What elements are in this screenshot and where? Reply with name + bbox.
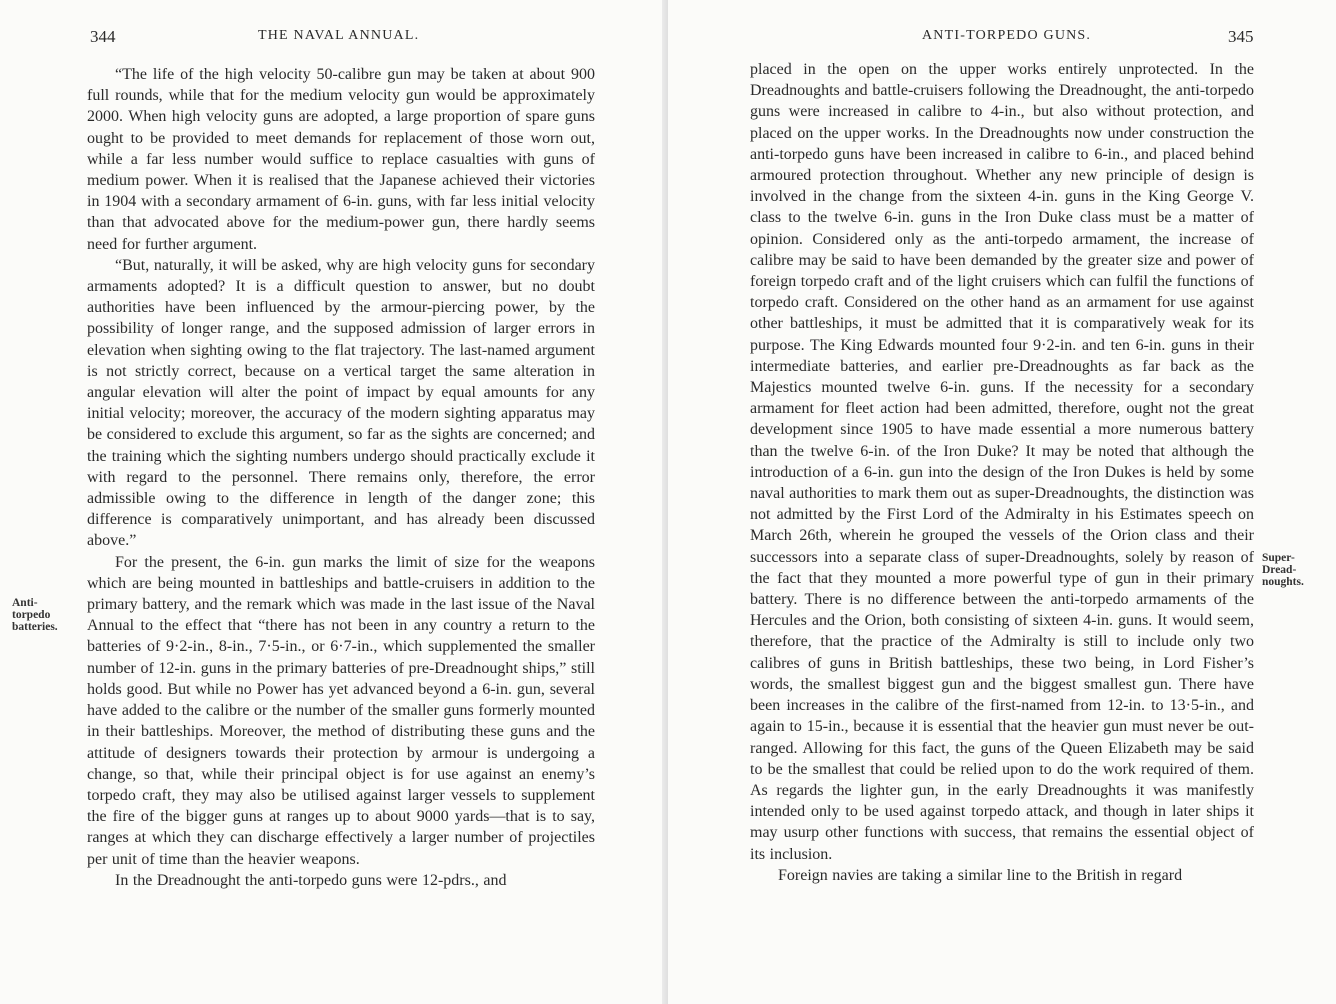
- paragraph: For the present, the 6-in. gun marks the limit of size for the weapons which are being mounted in battleships and battle-cruisers in addition to the primary battery, and the remark which was made in the last issue of the Naval Annual to the effect that “there has not been in any country a return to the batteries of 9·2-in., 8-in., 7·5-in., or 6·7-in., which supplemented the smaller number of 12-in. guns in the primary batteries of pre-Dreadnought ships,” still holds good. But while no Power has yet advanced beyond a 6-in. gun, several have added to the calibre or the number of the smaller guns formerly mounted in their battleships. Moreover, the method of distributing these guns and the attitude of designers towards their protection by armour is undergoing a change, so that, while their principal object is for use against an enemy’s torpedo craft, they may also be utilised against larger vessels to supplement the fire of the bigger guns at ranges up to about 9000 yards—that is to say, ranges at which they can discharge effectively a larger number of projectiles per unit of time than the heavier weapons.: [87, 553, 595, 868]
- paragraph: placed in the open on the upper works entirely unprotected. In the Dreadnoughts and battle-cruisers following the Dreadnought, the anti-torpedo guns were increased in calibre to 4-in., but also without protection, and placed on the upper works. In the Dreadnoughts now under construction the anti-torpedo guns have been increased in calibre to 6-in., and placed behind armoured protection throughout. Whether any new principle of design is involved in the change from the sixteen 4-in. guns in the King George V. class to the twelve 6-in. guns in the Iron Duke class must be a matter of opinion. Considered only as the anti-torpedo armament, the increase of calibre may be said to have been demanded by the greater size and power of foreign torpedo craft and of the light cruisers which can fulfil the functions of torpedo craft. Considered on the other hand as an armament for use against other battleships, it must be admitted that it is comparatively weak for its purpose. The King Edwards mounted four 9·2-in. and ten 6-in. guns in their intermediate batteries, and earlier pre-Dreadnoughts as far back as the Majestics mounted twelve 6-in. guns. If the necessity for a secondary armament for fleet action had been admitted, therefore, ought not the great development since 1905 to have made essential a more numerous battery than the twelve 6-in. of the Iron Duke? It may be noted that although the introduction of a 6-in. gun into the design of the Iron Dukes is held by some naval authorities to mark them out as super-Dreadnoughts, the distinction was not admitted by the First Lord of the Admiralty in his Estimates speech on March 26th, wherein he grouped the vessels of the Orion class and their successors into a separate class of super-Dreadnoughts, solely by reason of the fact that they mounted a more powerful type of gun in their primary battery. There is no difference between the anti-torpedo armaments of the Hercules and the Orion, both consisting of sixteen 4-in. guns. It would seem, therefore, that the practice of the Admiralty is still to include only two calibres of guns in British battleships, these two being, in Lord Fisher’s words, the smallest biggest gun and the biggest smallest gun. There have been increases in the calibre of the first-named from 12-in. to 13·5-in., and again to 15-in., because it is essential that the heavier gun must never be out-ranged. Allowing for this fact, the guns of the Queen Elizabeth may be said to be the smallest that could be relied upon to do the work required of them. As regards the lighter gun, in the early Dreadnoughts it was manifestly intended only to be used against torpedo attack, and though in later ships it may usurp other functions with success, that remains the essential object of its inclusion.: [750, 61, 1254, 863]
- running-head: THE NAVAL ANNUAL.: [258, 28, 420, 43]
- page-number: 344: [90, 27, 116, 46]
- paragraph: In the Dreadnought the anti-torpedo guns were 12-pdrs., and: [115, 871, 507, 889]
- body-text: [750, 59, 1254, 886]
- page-number: 345: [1228, 27, 1254, 46]
- paragraph: “But, naturally, it will be asked, why are high velocity guns for secondary armaments adopted? It is a difficult question to answer, but no doubt authorities have been influenced by the armour-piercing power, by the possibility of longer range, and the supposed admission of larger errors in elevation when sighting owing to the flat trajectory. The last-named argument is not strictly correct, because on a vertical target the same alteration in angular elevation will alter the point of impact by equal amounts for any initial velocity; moreover, the accuracy of the modern sighting apparatus may be considered to exclude this argument, so far as the sights are concerned; and the training which the sighting numbers undergo should practically exclude it with regard to the personnel. There remains only, therefore, the error admissible owing to the difference in length of the danger zone; this difference is comparatively unimportant, and has already been discussed above.”: [87, 256, 595, 550]
- paragraph: Foreign navies are taking a similar line to the British in regard: [778, 866, 1183, 884]
- running-head: ANTI-TORPEDO GUNS.: [922, 28, 1092, 43]
- right-page: [668, 0, 1336, 1004]
- left-page: [0, 0, 662, 1004]
- margin-note: Super- Dread- noughts.: [1262, 552, 1304, 588]
- body-text: [87, 64, 595, 891]
- paragraph: “The life of the high velocity 50-calibre gun may be taken at about 900 full rounds, while that for the medium velocity gun would be approximately 2000. When high velocity guns are adopted, a large proportion of spare guns ought to be provided to meet demands for replacement of those worn out, while a far less number would suffice to replace casualties with guns of medium power. When it is realised that the Japanese achieved their victories in 1904 with a secondary armament of 6-in. guns, with far less initial velocity than that advocated above for the medium-power gun, there hardly seems need for further argument.: [87, 66, 595, 253]
- margin-note: Anti- torpedo batteries.: [12, 597, 58, 633]
